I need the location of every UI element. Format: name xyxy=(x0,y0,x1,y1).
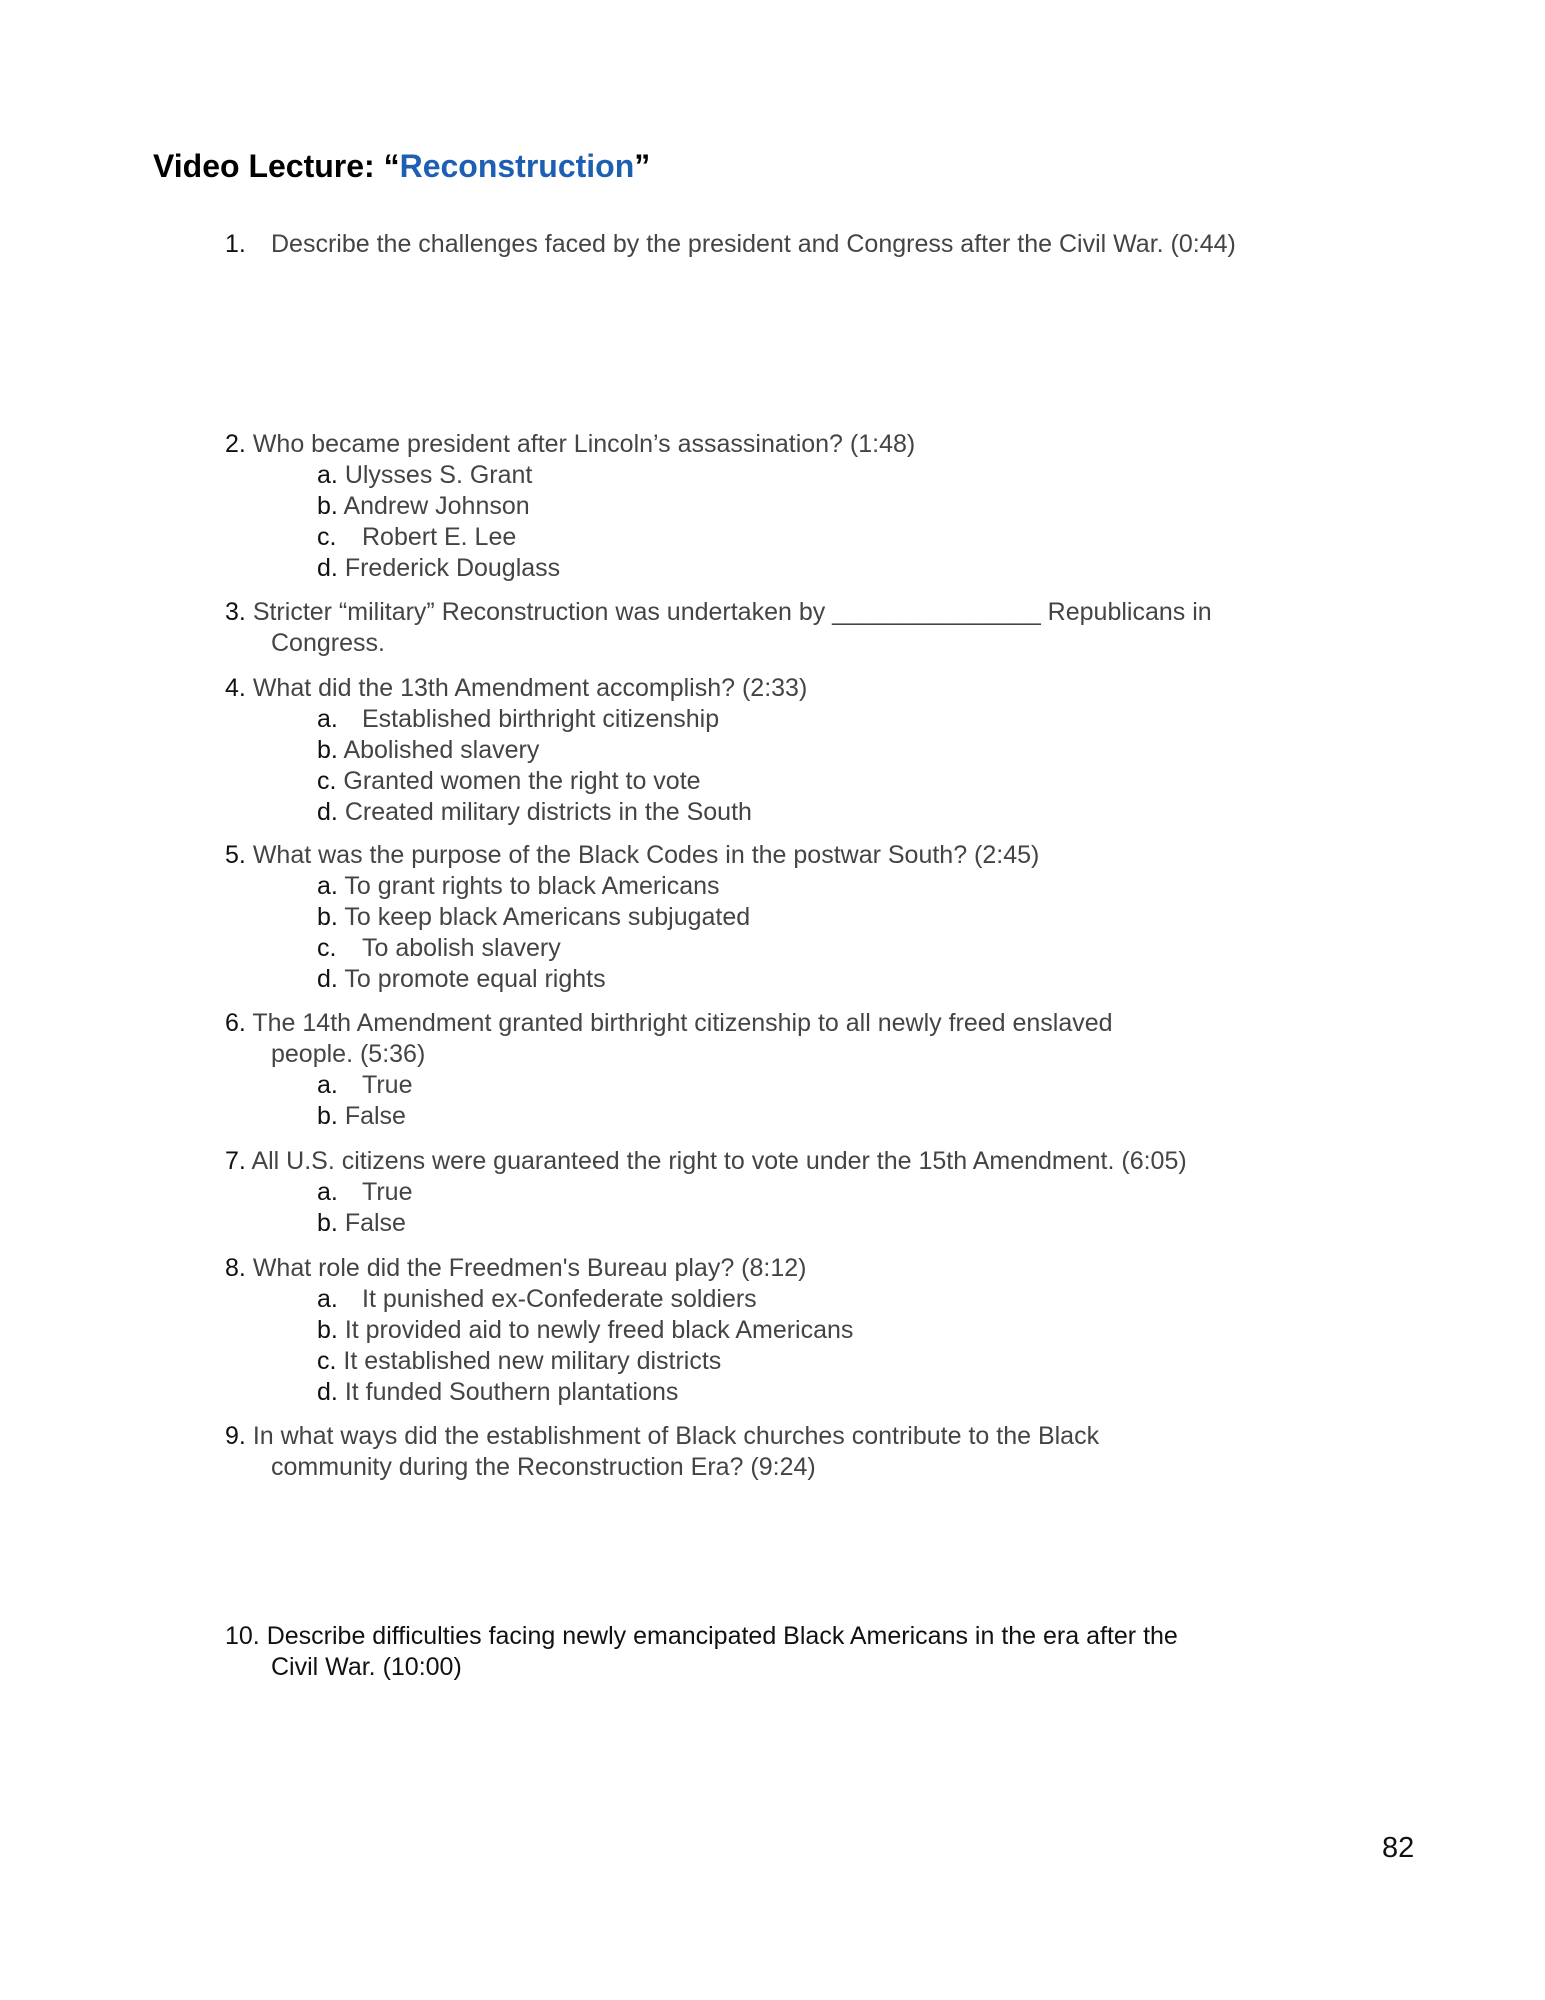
question-text: In what ways did the establishment of Black churches contribute to the Black xyxy=(252,1422,1100,1450)
title-link-reconstruction[interactable]: Reconstruction xyxy=(399,148,635,184)
question-text: What role did the Freedmen's Bureau play? (8:12) xyxy=(252,1254,807,1282)
option-c: c. Granted women the right to vote xyxy=(317,767,701,795)
option-a: a. Established birthright citizenship xyxy=(317,705,720,733)
question-text-continued: Civil War. (10:00) xyxy=(271,1653,462,1681)
question-text-continued: people. (5:36) xyxy=(271,1040,426,1068)
question-5 xyxy=(225,840,1039,995)
option-b: b. Abolished slavery xyxy=(317,736,540,764)
title-suffix: ” xyxy=(634,148,651,184)
question-text-continued: community during the Reconstruction Era? (9:24) xyxy=(271,1453,816,1481)
option-a: a. To grant rights to black Americans xyxy=(317,872,720,900)
question-text: Describe the challenges faced by the president and Congress after the Civil War. (0:44) xyxy=(271,230,1236,258)
question-text: Who became president after Lincoln’s assassination? (1:48) xyxy=(252,430,916,458)
option-a: a. Ulysses S. Grant xyxy=(317,461,533,489)
title-prefix: Video Lecture: “ xyxy=(153,148,400,184)
option-b: b. False xyxy=(317,1102,406,1130)
question-number: 10. xyxy=(225,1622,260,1650)
question-text: Describe difficulties facing newly emancipated Black Americans in the era after the xyxy=(266,1622,1178,1650)
page-number: 82 xyxy=(1382,1832,1415,1864)
question-text: All U.S. citizens were guaranteed the right to vote under the 15th Amendment. (6:05) xyxy=(251,1147,1187,1175)
question-text: What did the 13th Amendment accomplish? (2:33) xyxy=(252,674,808,702)
option-b: b. False xyxy=(317,1209,406,1237)
option-a: a. It punished ex-Confederate soldiers xyxy=(317,1285,757,1313)
question-4 xyxy=(225,673,807,828)
question-number: 7. xyxy=(225,1147,246,1175)
question-8 xyxy=(225,1253,853,1408)
question-3 xyxy=(225,597,1212,659)
question-number: 1. xyxy=(225,230,246,258)
option-d: d. To promote equal rights xyxy=(317,965,606,993)
question-text: Stricter “military” Reconstruction was undertaken by _______________ Republicans in xyxy=(252,598,1212,626)
question-number: 8. xyxy=(225,1254,246,1282)
option-a: a. True xyxy=(317,1071,413,1099)
question-number: 2. xyxy=(225,430,246,458)
question-text-continued: Congress. xyxy=(271,629,385,657)
option-c: c. It established new military districts xyxy=(317,1347,722,1375)
question-9 xyxy=(225,1421,1099,1483)
question-2 xyxy=(225,429,915,584)
option-b: b. Andrew Johnson xyxy=(317,492,530,520)
question-number: 5. xyxy=(225,841,246,869)
option-d: d. It funded Southern plantations xyxy=(317,1378,679,1406)
question-7 xyxy=(225,1146,1187,1239)
option-a: a. True xyxy=(317,1178,413,1206)
question-number: 6. xyxy=(225,1009,246,1037)
option-b: b. To keep black Americans subjugated xyxy=(317,903,751,931)
option-c: c. To abolish slavery xyxy=(317,934,561,962)
question-6 xyxy=(225,1008,1113,1132)
question-number: 3. xyxy=(225,598,246,626)
question-10 xyxy=(225,1621,1178,1683)
question-number: 9. xyxy=(225,1422,246,1450)
option-d: d. Created military districts in the South xyxy=(317,798,752,826)
page-title xyxy=(153,148,650,185)
option-d: d. Frederick Douglass xyxy=(317,554,561,582)
question-text: The 14th Amendment granted birthright citizenship to all newly freed enslaved xyxy=(252,1009,1113,1037)
question-text: What was the purpose of the Black Codes in the postwar South? (2:45) xyxy=(252,841,1040,869)
question-number: 4. xyxy=(225,674,246,702)
option-c: c. Robert E. Lee xyxy=(317,523,517,551)
question-1 xyxy=(225,229,1236,260)
option-b: b. It provided aid to newly freed black Americans xyxy=(317,1316,854,1344)
